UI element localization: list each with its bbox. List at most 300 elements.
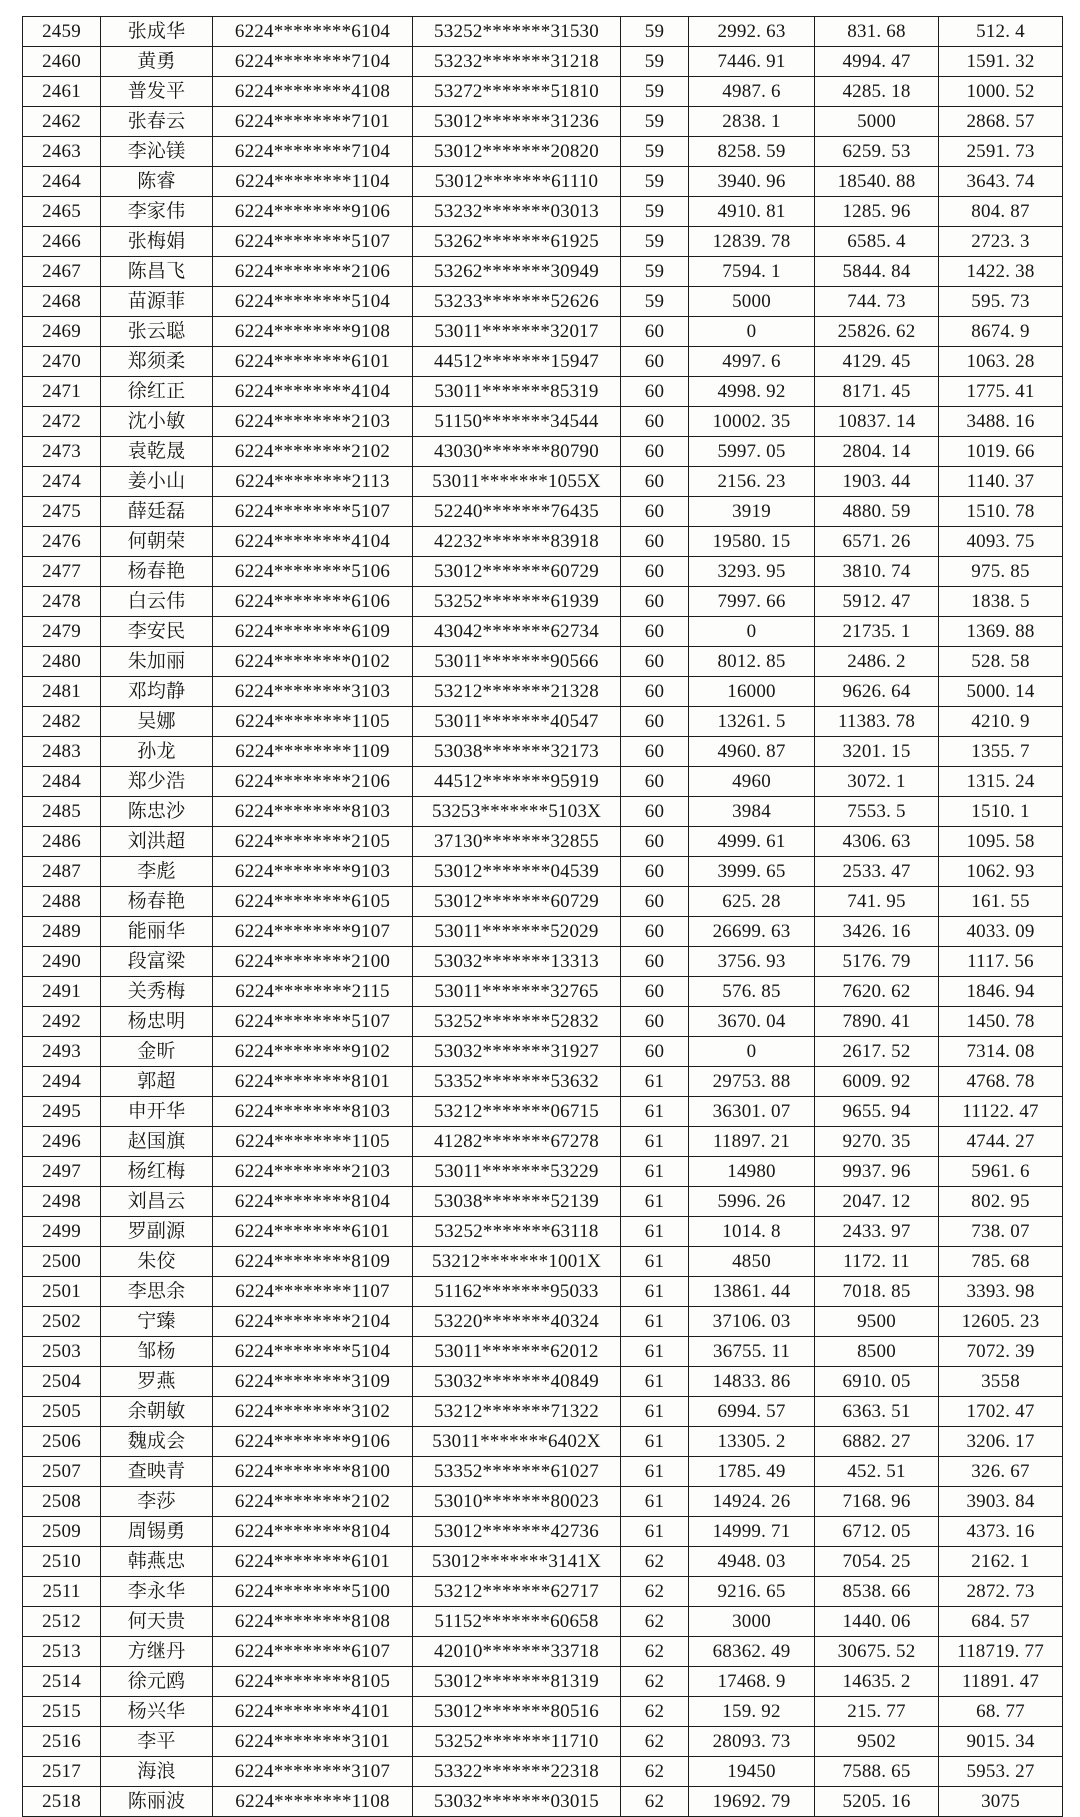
table-row	[23, 947, 1063, 977]
table-row	[23, 887, 1063, 917]
cell-person-name: 陈睿	[101, 167, 213, 197]
cell-amount-2: 5205. 16	[815, 1787, 939, 1817]
cell-bank-card-number: 6224********3103	[213, 677, 413, 707]
table-row	[23, 647, 1063, 677]
cell-amount-3: 1702. 47	[939, 1397, 1063, 1427]
cell-amount-2: 8171. 45	[815, 377, 939, 407]
records-table	[22, 16, 1063, 1817]
cell-sequence-number: 2484	[23, 767, 101, 797]
table-row	[23, 617, 1063, 647]
cell-sequence-number: 2507	[23, 1457, 101, 1487]
cell-amount-2: 4994. 47	[815, 47, 939, 77]
cell-sequence-number: 2495	[23, 1097, 101, 1127]
cell-bank-card-number: 6224********8109	[213, 1247, 413, 1277]
cell-amount-1: 13861. 44	[689, 1277, 815, 1307]
cell-amount-2: 2533. 47	[815, 857, 939, 887]
table-row	[23, 1787, 1063, 1817]
cell-person-name: 赵国旗	[101, 1127, 213, 1157]
cell-amount-2: 6571. 26	[815, 527, 939, 557]
cell-sequence-number: 2478	[23, 587, 101, 617]
cell-person-name: 朱加丽	[101, 647, 213, 677]
cell-amount-2: 6363. 51	[815, 1397, 939, 1427]
cell-amount-1: 14980	[689, 1157, 815, 1187]
table-row	[23, 857, 1063, 887]
cell-age: 62	[621, 1787, 689, 1817]
cell-age: 61	[621, 1367, 689, 1397]
cell-person-name: 吴娜	[101, 707, 213, 737]
cell-sequence-number: 2513	[23, 1637, 101, 1667]
cell-amount-3: 3393. 98	[939, 1277, 1063, 1307]
table-row	[23, 467, 1063, 497]
cell-amount-3: 1000. 52	[939, 77, 1063, 107]
cell-bank-card-number: 6224********9106	[213, 197, 413, 227]
cell-amount-2: 452. 51	[815, 1457, 939, 1487]
table-row	[23, 1097, 1063, 1127]
cell-sequence-number: 2512	[23, 1607, 101, 1637]
cell-sequence-number: 2504	[23, 1367, 101, 1397]
table-row	[23, 1397, 1063, 1427]
cell-age: 61	[621, 1157, 689, 1187]
cell-person-name: 方继丹	[101, 1637, 213, 1667]
table-row	[23, 47, 1063, 77]
cell-amount-1: 5997. 05	[689, 437, 815, 467]
cell-age: 59	[621, 77, 689, 107]
table-row	[23, 917, 1063, 947]
cell-age: 60	[621, 317, 689, 347]
cell-person-name: 郭超	[101, 1067, 213, 1097]
cell-bank-card-number: 6224********8103	[213, 797, 413, 827]
cell-amount-1: 13305. 2	[689, 1427, 815, 1457]
cell-sequence-number: 2506	[23, 1427, 101, 1457]
cell-amount-2: 6009. 92	[815, 1067, 939, 1097]
cell-age: 60	[621, 647, 689, 677]
cell-amount-3: 3558	[939, 1367, 1063, 1397]
cell-bank-card-number: 6224********2103	[213, 1157, 413, 1187]
cell-bank-card-number: 6224********2103	[213, 407, 413, 437]
cell-amount-3: 738. 07	[939, 1217, 1063, 1247]
cell-amount-1: 37106. 03	[689, 1307, 815, 1337]
cell-bank-card-number: 6224********7104	[213, 47, 413, 77]
cell-sequence-number: 2498	[23, 1187, 101, 1217]
cell-age: 62	[621, 1727, 689, 1757]
cell-id-card-number: 53352*******61027	[413, 1457, 621, 1487]
cell-amount-1: 68362. 49	[689, 1637, 815, 1667]
cell-amount-3: 4093. 75	[939, 527, 1063, 557]
cell-id-card-number: 44512*******15947	[413, 347, 621, 377]
cell-id-card-number: 53252*******52832	[413, 1007, 621, 1037]
cell-amount-2: 1903. 44	[815, 467, 939, 497]
cell-id-card-number: 53012*******04539	[413, 857, 621, 887]
cell-age: 60	[621, 887, 689, 917]
cell-amount-2: 4129. 45	[815, 347, 939, 377]
cell-sequence-number: 2471	[23, 377, 101, 407]
cell-amount-3: 3206. 17	[939, 1427, 1063, 1457]
cell-amount-2: 1440. 06	[815, 1607, 939, 1637]
cell-person-name: 刘洪超	[101, 827, 213, 857]
cell-amount-3: 975. 85	[939, 557, 1063, 587]
cell-amount-3: 4768. 78	[939, 1067, 1063, 1097]
table-row	[23, 1457, 1063, 1487]
cell-id-card-number: 51152*******60658	[413, 1607, 621, 1637]
cell-amount-1: 5000	[689, 287, 815, 317]
cell-person-name: 李永华	[101, 1577, 213, 1607]
cell-bank-card-number: 6224********9102	[213, 1037, 413, 1067]
cell-amount-1: 36755. 11	[689, 1337, 815, 1367]
cell-amount-1: 4987. 6	[689, 77, 815, 107]
cell-sequence-number: 2460	[23, 47, 101, 77]
cell-person-name: 郑须柔	[101, 347, 213, 377]
cell-amount-3: 512. 4	[939, 17, 1063, 47]
table-row	[23, 527, 1063, 557]
cell-bank-card-number: 6224********3101	[213, 1727, 413, 1757]
cell-bank-card-number: 6224********6101	[213, 347, 413, 377]
cell-amount-2: 21735. 1	[815, 617, 939, 647]
cell-bank-card-number: 6224********9107	[213, 917, 413, 947]
cell-amount-2: 2617. 52	[815, 1037, 939, 1067]
cell-amount-1: 3984	[689, 797, 815, 827]
cell-id-card-number: 53011*******85319	[413, 377, 621, 407]
cell-amount-3: 684. 57	[939, 1607, 1063, 1637]
cell-person-name: 陈昌飞	[101, 257, 213, 287]
cell-bank-card-number: 6224********8103	[213, 1097, 413, 1127]
cell-age: 61	[621, 1427, 689, 1457]
cell-amount-1: 3670. 04	[689, 1007, 815, 1037]
cell-sequence-number: 2462	[23, 107, 101, 137]
table-row	[23, 1487, 1063, 1517]
cell-person-name: 黄勇	[101, 47, 213, 77]
cell-id-card-number: 53011*******1055X	[413, 467, 621, 497]
cell-amount-2: 215. 77	[815, 1697, 939, 1727]
cell-person-name: 刘昌云	[101, 1187, 213, 1217]
cell-sequence-number: 2469	[23, 317, 101, 347]
cell-sequence-number: 2496	[23, 1127, 101, 1157]
cell-id-card-number: 53012*******3141X	[413, 1547, 621, 1577]
cell-sequence-number: 2514	[23, 1667, 101, 1697]
cell-amount-1: 14999. 71	[689, 1517, 815, 1547]
cell-amount-3: 1369. 88	[939, 617, 1063, 647]
cell-amount-1: 4999. 61	[689, 827, 815, 857]
cell-id-card-number: 51150*******34544	[413, 407, 621, 437]
cell-sequence-number: 2489	[23, 917, 101, 947]
cell-amount-1: 19580. 15	[689, 527, 815, 557]
cell-sequence-number: 2483	[23, 737, 101, 767]
cell-id-card-number: 41282*******67278	[413, 1127, 621, 1157]
cell-age: 61	[621, 1247, 689, 1277]
cell-bank-card-number: 6224********8100	[213, 1457, 413, 1487]
cell-bank-card-number: 6224********2115	[213, 977, 413, 1007]
cell-sequence-number: 2488	[23, 887, 101, 917]
table-row	[23, 1547, 1063, 1577]
table-row	[23, 1577, 1063, 1607]
cell-bank-card-number: 6224********5106	[213, 557, 413, 587]
cell-bank-card-number: 6224********9106	[213, 1427, 413, 1457]
cell-sequence-number: 2505	[23, 1397, 101, 1427]
cell-amount-3: 595. 73	[939, 287, 1063, 317]
cell-amount-1: 14924. 26	[689, 1487, 815, 1517]
cell-amount-2: 4285. 18	[815, 77, 939, 107]
cell-amount-1: 7594. 1	[689, 257, 815, 287]
cell-age: 60	[621, 467, 689, 497]
cell-id-card-number: 53012*******60729	[413, 887, 621, 917]
cell-amount-1: 9216. 65	[689, 1577, 815, 1607]
cell-amount-2: 25826. 62	[815, 317, 939, 347]
cell-age: 60	[621, 827, 689, 857]
cell-person-name: 海浪	[101, 1757, 213, 1787]
cell-age: 60	[621, 557, 689, 587]
cell-id-card-number: 53011*******32765	[413, 977, 621, 1007]
cell-id-card-number: 53012*******60729	[413, 557, 621, 587]
cell-person-name: 袁乾晟	[101, 437, 213, 467]
cell-amount-3: 3075	[939, 1787, 1063, 1817]
cell-amount-3: 1315. 24	[939, 767, 1063, 797]
cell-amount-2: 8538. 66	[815, 1577, 939, 1607]
cell-age: 60	[621, 1007, 689, 1037]
cell-age: 62	[621, 1757, 689, 1787]
cell-sequence-number: 2493	[23, 1037, 101, 1067]
cell-id-card-number: 37130*******32855	[413, 827, 621, 857]
cell-id-card-number: 53011*******32017	[413, 317, 621, 347]
cell-amount-2: 7620. 62	[815, 977, 939, 1007]
cell-id-card-number: 53011*******52029	[413, 917, 621, 947]
cell-amount-1: 7997. 66	[689, 587, 815, 617]
cell-amount-2: 7890. 41	[815, 1007, 939, 1037]
cell-sequence-number: 2464	[23, 167, 101, 197]
cell-id-card-number: 53032*******13313	[413, 947, 621, 977]
cell-person-name: 李安民	[101, 617, 213, 647]
table-row	[23, 1427, 1063, 1457]
table-row	[23, 767, 1063, 797]
cell-amount-1: 2156. 23	[689, 467, 815, 497]
table-row	[23, 437, 1063, 467]
cell-amount-2: 9502	[815, 1727, 939, 1757]
cell-age: 62	[621, 1697, 689, 1727]
cell-sequence-number: 2502	[23, 1307, 101, 1337]
cell-person-name: 何朝荣	[101, 527, 213, 557]
cell-sequence-number: 2508	[23, 1487, 101, 1517]
cell-age: 61	[621, 1067, 689, 1097]
cell-bank-card-number: 6224********2105	[213, 827, 413, 857]
table-row	[23, 407, 1063, 437]
cell-amount-2: 7018. 85	[815, 1277, 939, 1307]
cell-bank-card-number: 6224********5104	[213, 287, 413, 317]
cell-bank-card-number: 6224********4104	[213, 527, 413, 557]
table-row	[23, 77, 1063, 107]
cell-amount-3: 2162. 1	[939, 1547, 1063, 1577]
cell-amount-3: 3903. 84	[939, 1487, 1063, 1517]
table-row	[23, 557, 1063, 587]
cell-amount-3: 161. 55	[939, 887, 1063, 917]
table-row	[23, 497, 1063, 527]
cell-id-card-number: 42010*******33718	[413, 1637, 621, 1667]
cell-sequence-number: 2515	[23, 1697, 101, 1727]
cell-person-name: 李家伟	[101, 197, 213, 227]
cell-bank-card-number: 6224********3109	[213, 1367, 413, 1397]
cell-person-name: 申开华	[101, 1097, 213, 1127]
cell-sequence-number: 2499	[23, 1217, 101, 1247]
cell-age: 61	[621, 1307, 689, 1337]
cell-bank-card-number: 6224********5107	[213, 227, 413, 257]
cell-id-card-number: 53212*******21328	[413, 677, 621, 707]
cell-id-card-number: 51162*******95033	[413, 1277, 621, 1307]
cell-amount-1: 17468. 9	[689, 1667, 815, 1697]
cell-amount-3: 1422. 38	[939, 257, 1063, 287]
cell-age: 60	[621, 497, 689, 527]
cell-id-card-number: 53212*******1001X	[413, 1247, 621, 1277]
cell-amount-1: 4998. 92	[689, 377, 815, 407]
cell-amount-3: 12605. 23	[939, 1307, 1063, 1337]
cell-amount-1: 4997. 6	[689, 347, 815, 377]
cell-age: 61	[621, 1487, 689, 1517]
cell-amount-2: 8500	[815, 1337, 939, 1367]
cell-amount-1: 3919	[689, 497, 815, 527]
cell-age: 60	[621, 617, 689, 647]
cell-amount-1: 6994. 57	[689, 1397, 815, 1427]
cell-amount-3: 802. 95	[939, 1187, 1063, 1217]
table-row	[23, 1067, 1063, 1097]
cell-sequence-number: 2465	[23, 197, 101, 227]
cell-id-card-number: 53038*******32173	[413, 737, 621, 767]
cell-age: 60	[621, 677, 689, 707]
cell-amount-3: 1510. 1	[939, 797, 1063, 827]
cell-amount-1: 19450	[689, 1757, 815, 1787]
cell-person-name: 金昕	[101, 1037, 213, 1067]
cell-amount-3: 11122. 47	[939, 1097, 1063, 1127]
cell-amount-2: 3426. 16	[815, 917, 939, 947]
cell-bank-card-number: 6224********5107	[213, 1007, 413, 1037]
cell-person-name: 段富梁	[101, 947, 213, 977]
cell-amount-2: 1172. 11	[815, 1247, 939, 1277]
cell-bank-card-number: 6224********1108	[213, 1787, 413, 1817]
table-row	[23, 1637, 1063, 1667]
cell-amount-1: 13261. 5	[689, 707, 815, 737]
cell-age: 62	[621, 1667, 689, 1697]
cell-age: 60	[621, 377, 689, 407]
cell-age: 62	[621, 1607, 689, 1637]
cell-bank-card-number: 6224********5104	[213, 1337, 413, 1367]
cell-amount-3: 1775. 41	[939, 377, 1063, 407]
cell-person-name: 苗源菲	[101, 287, 213, 317]
cell-amount-2: 6882. 27	[815, 1427, 939, 1457]
cell-amount-3: 2723. 3	[939, 227, 1063, 257]
cell-amount-3: 9015. 34	[939, 1727, 1063, 1757]
cell-age: 59	[621, 17, 689, 47]
cell-id-card-number: 53262*******30949	[413, 257, 621, 287]
cell-id-card-number: 53252*******31530	[413, 17, 621, 47]
table-row	[23, 1607, 1063, 1637]
cell-amount-1: 4910. 81	[689, 197, 815, 227]
cell-amount-1: 3940. 96	[689, 167, 815, 197]
cell-age: 59	[621, 197, 689, 227]
cell-id-card-number: 53012*******61110	[413, 167, 621, 197]
cell-id-card-number: 53011*******62012	[413, 1337, 621, 1367]
cell-sequence-number: 2500	[23, 1247, 101, 1277]
cell-amount-2: 1285. 96	[815, 197, 939, 227]
table-row	[23, 1757, 1063, 1787]
cell-amount-3: 2872. 73	[939, 1577, 1063, 1607]
cell-bank-card-number: 6224********1104	[213, 167, 413, 197]
cell-age: 61	[621, 1517, 689, 1547]
table-row	[23, 17, 1063, 47]
cell-id-card-number: 53012*******42736	[413, 1517, 621, 1547]
cell-person-name: 李平	[101, 1727, 213, 1757]
cell-amount-2: 7054. 25	[815, 1547, 939, 1577]
cell-amount-3: 1063. 28	[939, 347, 1063, 377]
cell-amount-2: 9937. 96	[815, 1157, 939, 1187]
cell-sequence-number: 2461	[23, 77, 101, 107]
cell-amount-3: 11891. 47	[939, 1667, 1063, 1697]
cell-id-card-number: 53012*******81319	[413, 1667, 621, 1697]
cell-age: 60	[621, 707, 689, 737]
cell-id-card-number: 53212*******06715	[413, 1097, 621, 1127]
cell-person-name: 李思余	[101, 1277, 213, 1307]
cell-person-name: 魏成会	[101, 1427, 213, 1457]
cell-person-name: 杨红梅	[101, 1157, 213, 1187]
cell-amount-1: 2992. 63	[689, 17, 815, 47]
cell-amount-2: 3201. 15	[815, 737, 939, 767]
table-row	[23, 1187, 1063, 1217]
cell-amount-1: 0	[689, 617, 815, 647]
table-row	[23, 257, 1063, 287]
cell-person-name: 沈小敏	[101, 407, 213, 437]
cell-amount-2: 6712. 05	[815, 1517, 939, 1547]
cell-amount-1: 576. 85	[689, 977, 815, 1007]
cell-amount-1: 625. 28	[689, 887, 815, 917]
cell-person-name: 能丽华	[101, 917, 213, 947]
cell-amount-2: 7553. 5	[815, 797, 939, 827]
table-row	[23, 1157, 1063, 1187]
cell-person-name: 张梅娟	[101, 227, 213, 257]
cell-amount-2: 6259. 53	[815, 137, 939, 167]
table-row	[23, 1037, 1063, 1067]
cell-amount-1: 2838. 1	[689, 107, 815, 137]
cell-age: 59	[621, 257, 689, 287]
table-row	[23, 287, 1063, 317]
cell-person-name: 陈忠沙	[101, 797, 213, 827]
cell-bank-card-number: 6224********1105	[213, 1127, 413, 1157]
cell-amount-3: 1838. 5	[939, 587, 1063, 617]
cell-amount-2: 3072. 1	[815, 767, 939, 797]
cell-amount-3: 1510. 78	[939, 497, 1063, 527]
cell-sequence-number: 2468	[23, 287, 101, 317]
cell-age: 60	[621, 347, 689, 377]
cell-bank-card-number: 6224********9108	[213, 317, 413, 347]
cell-amount-2: 10837. 14	[815, 407, 939, 437]
cell-bank-card-number: 6224********8101	[213, 1067, 413, 1097]
table-row	[23, 1127, 1063, 1157]
cell-bank-card-number: 6224********6106	[213, 587, 413, 617]
cell-bank-card-number: 6224********3102	[213, 1397, 413, 1427]
cell-person-name: 李沁镁	[101, 137, 213, 167]
cell-amount-1: 14833. 86	[689, 1367, 815, 1397]
cell-person-name: 姜小山	[101, 467, 213, 497]
cell-amount-3: 8674. 9	[939, 317, 1063, 347]
cell-amount-2: 4880. 59	[815, 497, 939, 527]
cell-bank-card-number: 6224********6101	[213, 1217, 413, 1247]
cell-person-name: 徐元鸥	[101, 1667, 213, 1697]
cell-sequence-number: 2472	[23, 407, 101, 437]
cell-amount-1: 11897. 21	[689, 1127, 815, 1157]
cell-id-card-number: 53252*******61939	[413, 587, 621, 617]
cell-person-name: 邹杨	[101, 1337, 213, 1367]
cell-amount-2: 6910. 05	[815, 1367, 939, 1397]
cell-age: 61	[621, 1097, 689, 1127]
cell-id-card-number: 53352*******53632	[413, 1067, 621, 1097]
table-row	[23, 317, 1063, 347]
cell-person-name: 杨春艳	[101, 887, 213, 917]
cell-id-card-number: 53012*******20820	[413, 137, 621, 167]
cell-amount-1: 5996. 26	[689, 1187, 815, 1217]
cell-age: 62	[621, 1547, 689, 1577]
